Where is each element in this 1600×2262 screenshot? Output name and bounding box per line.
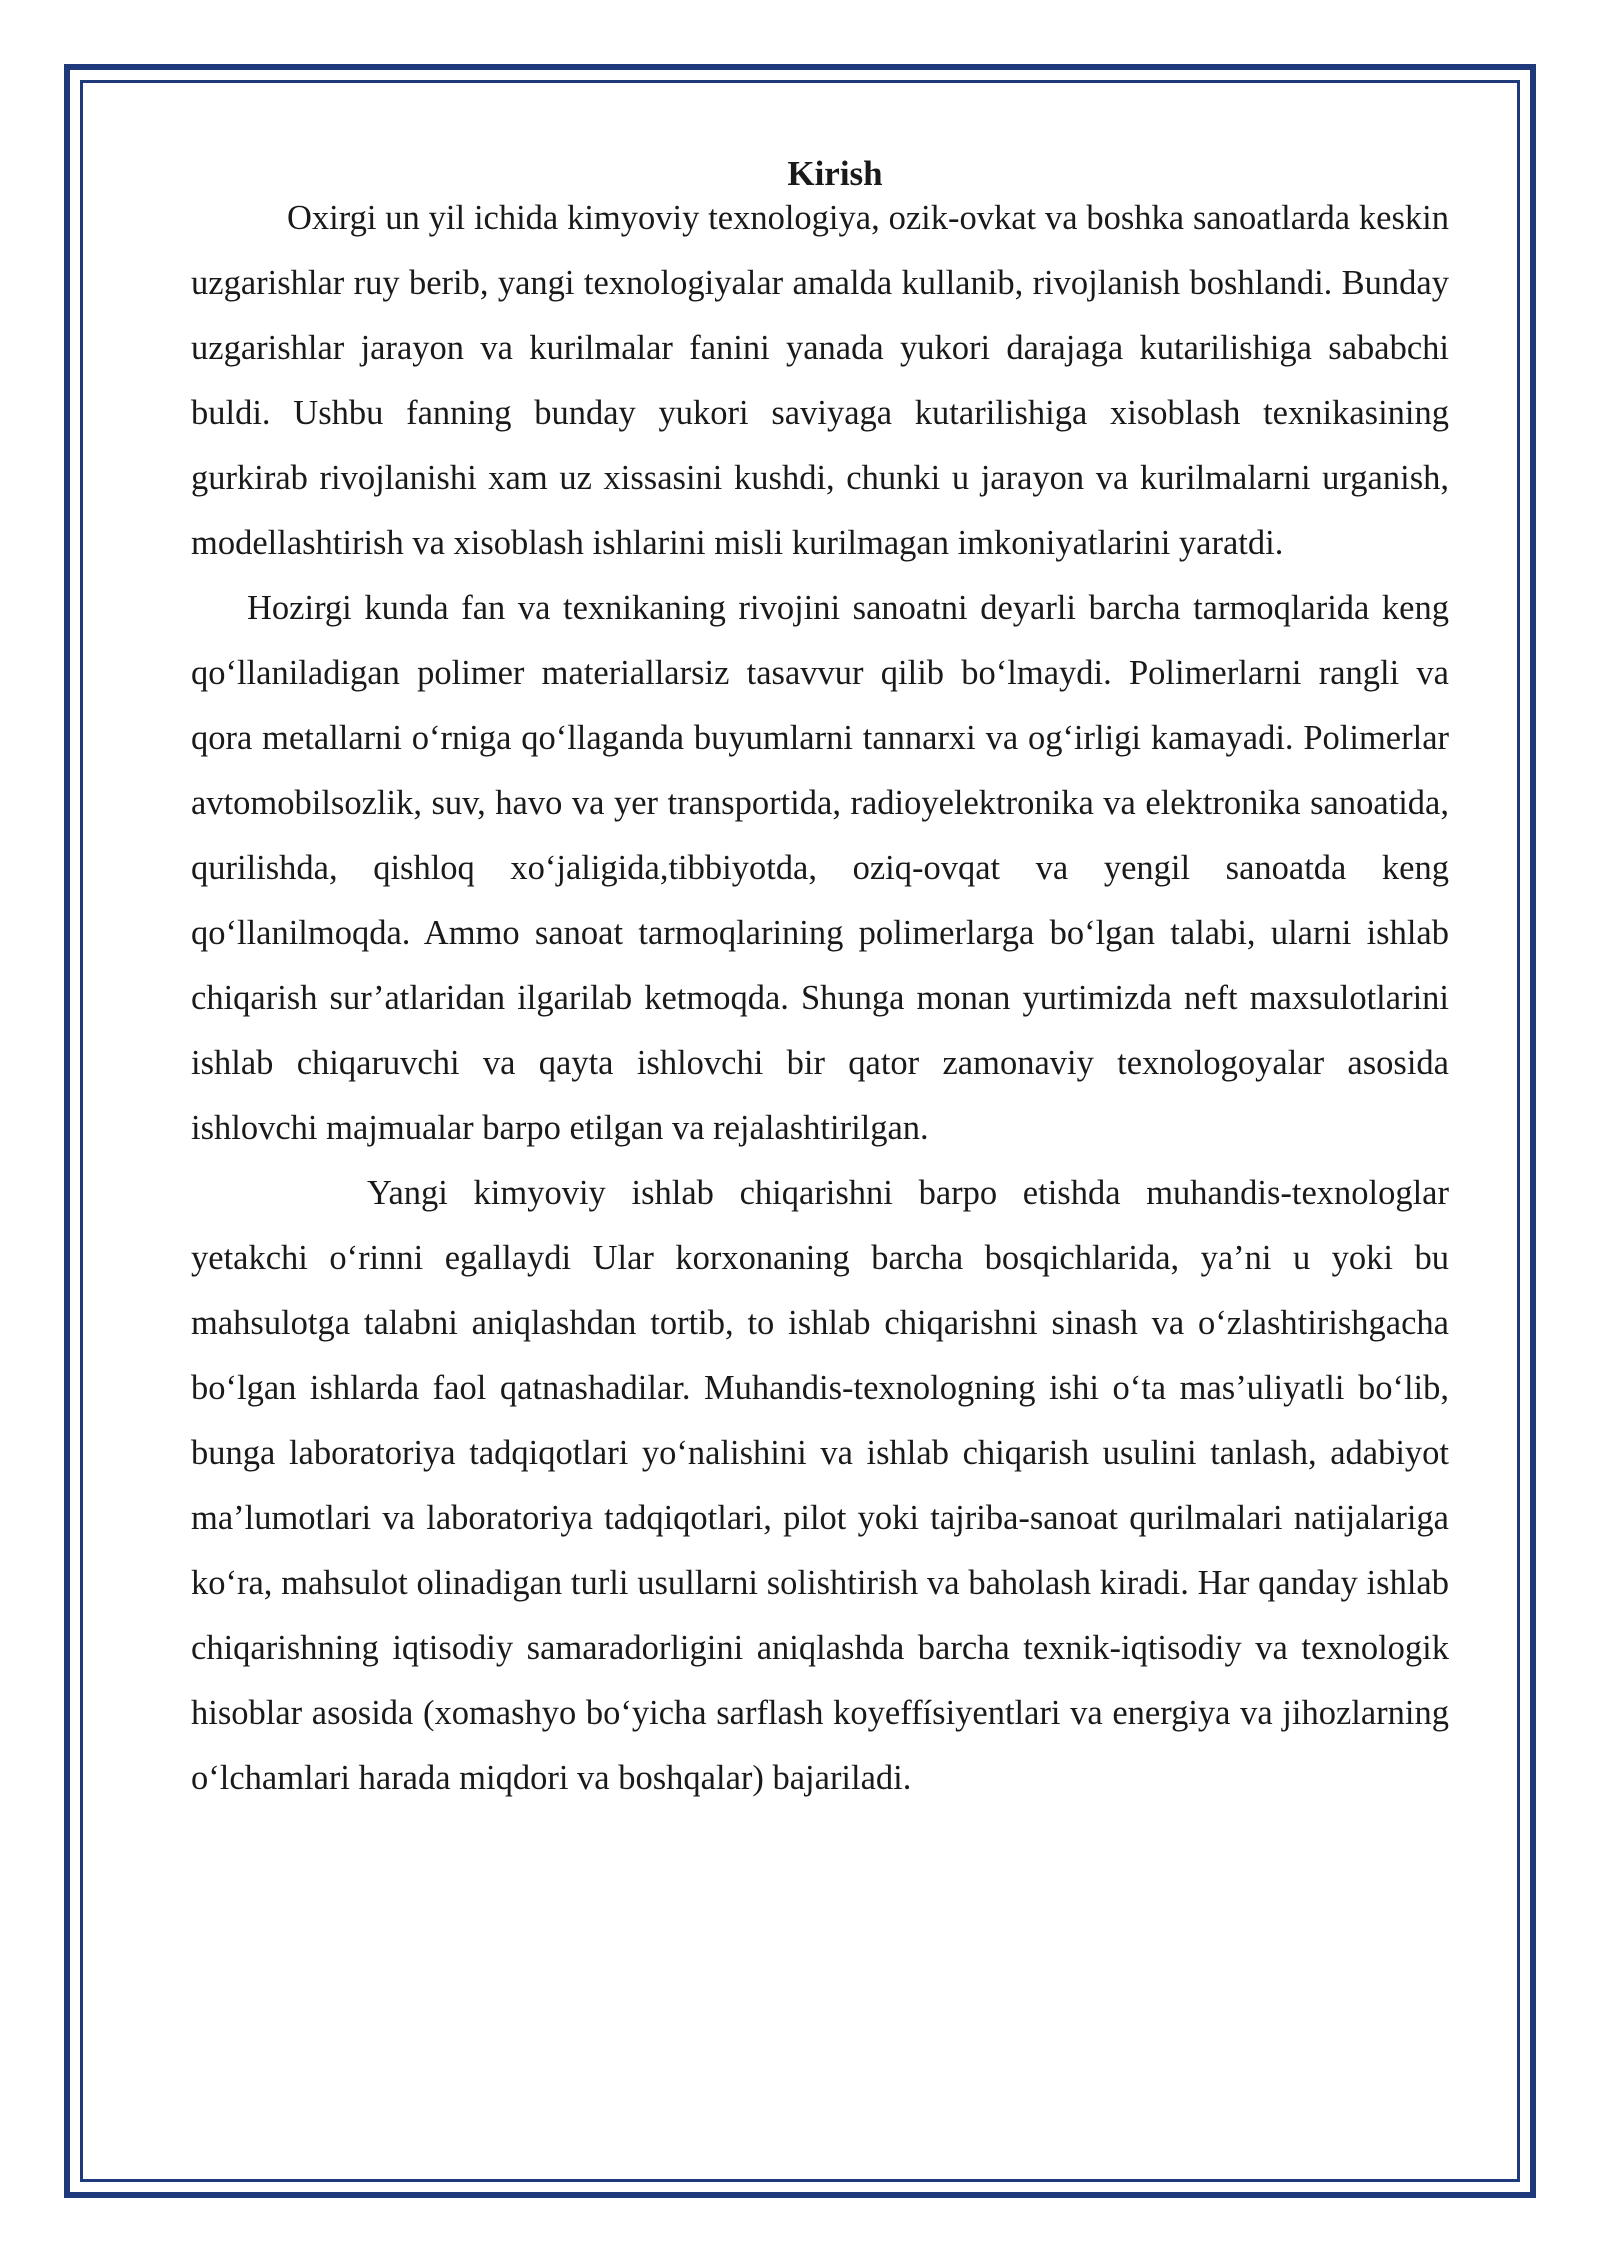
paragraph-2: Hozirgi kunda fan va texnikaning rivojini sanoatni deyarli barcha tarmoqlarida keng qo‘llaniladigan polimer materiallarsiz tasavvur qilib bo‘lmaydi. Polimerlarni rangli va qora metallarni o‘rniga qo‘llaganda buyumlarni tannarxi va og‘irligi kamayadi. Polimerlar avtomobilsozlik, suv, havo va yer transportida, radioyelektronika va elektronika sanoatida, qurilishda, qishloq xo‘jaligida,tibbiyotda, oziq-ovqat va yengil sanoatda keng qo‘llanilmoqda. Ammo sanoat tarmoqlarining polimerlarga bo‘lgan talabi, ularni ishlab chiqarish sur’atlaridan ilgarilab ketmoqda. Shunga monan yurtimizda neft maxsulotlarini ishlab chiqaruvchi va qayta ishlovchi bir qator zamonaviy texnologoyalar asosida ishlovchi majmualar barpo etilgan va rejalashtirilgan. bbox=[191, 589, 1449, 1147]
paragraph-3: Yangi kimyoviy ishlab chiqarishni barpo etishda muhandis-texnologlar yetakchi o‘rinni egallaydi Ular korxonaning barcha bosqichlarida, ya’ni u yoki bu mahsulotga talabni aniqlashdan tortib, to ishlab chiqarishni sinash va o‘zlashtirishgacha bo‘lgan ishlarda faol qatnashadilar. Muhandis-texnologning ishi o‘ta mas’uliyatli bo‘lib, bunga laboratoriya tadqiqotlari yo‘nalishini va ishlab chiqarish usulini tanlash, adabiyot ma’lumotlari va laboratoriya tadqiqotlari, pilot yoki tajriba-sanoat qurilmalari natijalariga ko‘ra, mahsulot olinadigan turli usullarni solishtirish va baholash kiradi. Har qanday ishlab chiqarishning iqtisodiy samaradorligini aniqlashda barcha texnik-iqtisodiy va texnologik hisoblar asosida (xomashyo bo‘yicha sarflash koyeffísiyentlari va energiya va jihozlarning o‘lchamlari harada miqdori va boshqalar) bajariladi. bbox=[191, 1174, 1449, 1797]
document-body bbox=[191, 150, 1449, 1811]
document-title: Kirish bbox=[787, 154, 883, 193]
paragraph-1: Oxirgi un yil ichida kimyoviy texnologiya, ozik-ovkat va boshka sanoatlarda keskin uzgarishlar ruy berib, yangi texnologiyalar amalda kullanib, rivojlanish boshlandi. Bunday uzgarishlar jarayon va kurilmalar fanini yanada yukori darajaga kutarilishiga sababchi buldi. Ushbu fanning bunday yukori saviyaga kutarilishiga xisoblash texnikasining gurkirab rivojlanishi xam uz xissasini kushdi, chunki u jarayon va kurilmalarni urganish, modellashtirish va xisoblash ishlarini misli kurilmagan imkoniyatlarini yaratdi. bbox=[191, 199, 1449, 562]
